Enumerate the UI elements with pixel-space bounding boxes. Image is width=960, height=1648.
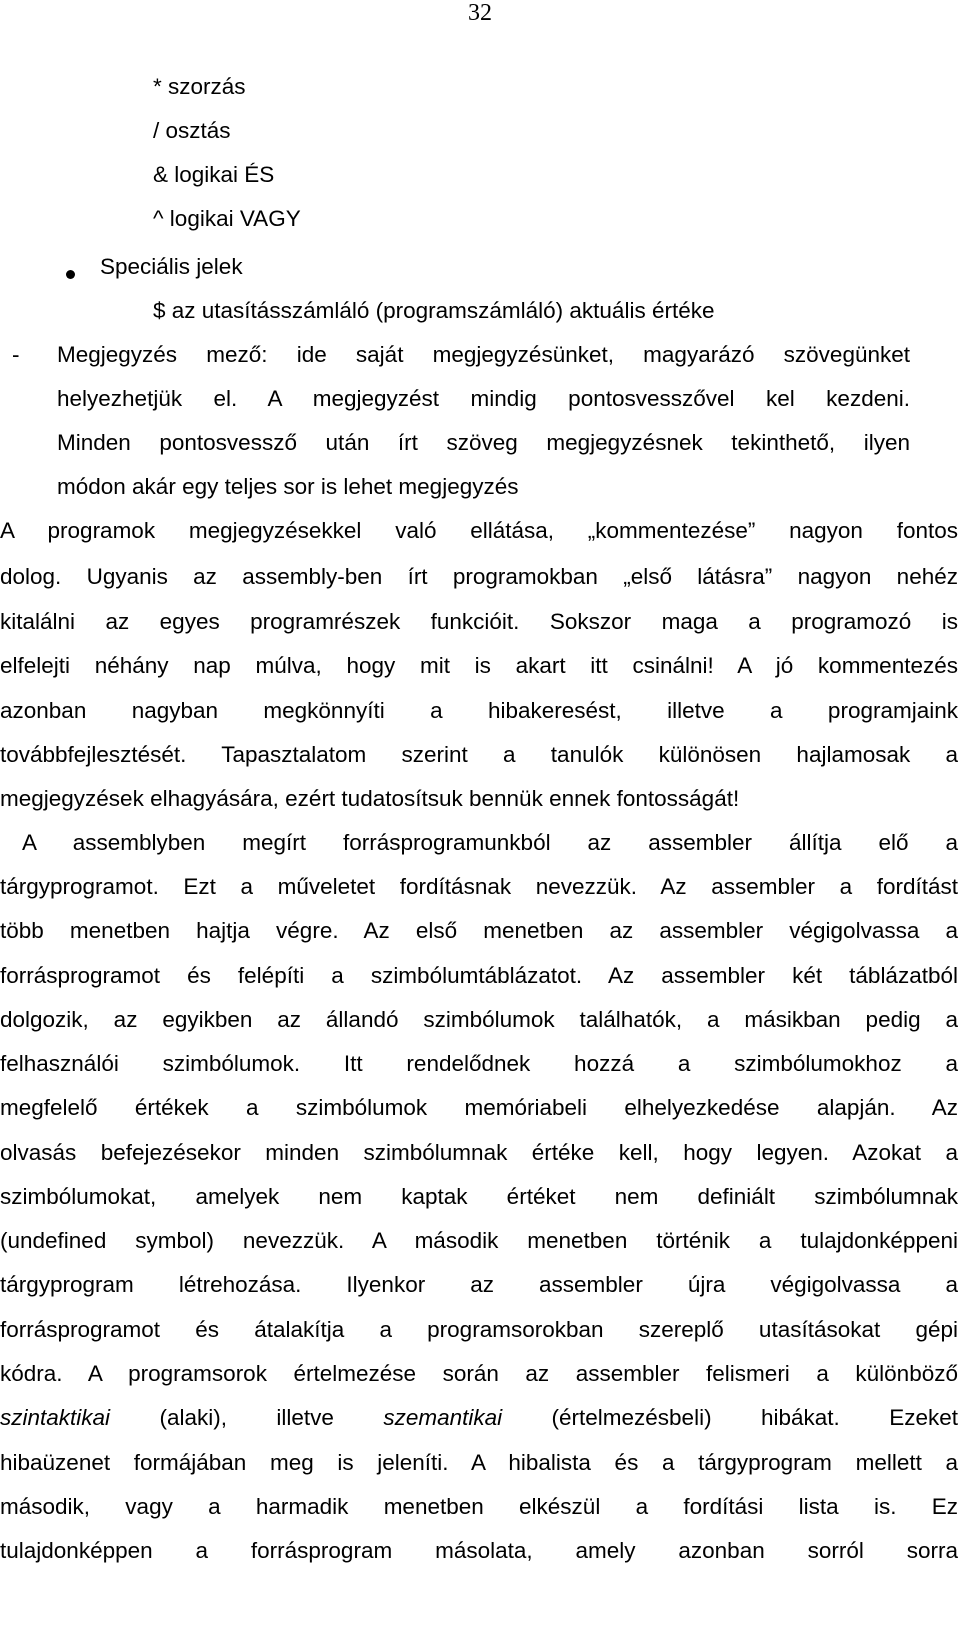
italic-term: szintaktikai	[0, 1405, 111, 1430]
text-line: megjegyzések elhagyására, ezért tudatosítsuk bennük ennek fontosságát!	[0, 786, 740, 811]
text-line: hibaüzenet formájában meg is jeleníti. A hibalista és a tárgyprogram mellett a	[0, 1450, 958, 1475]
dash-marker: -	[12, 342, 20, 367]
text-line: olvasás befejezésekor minden szimbólumnak értéke kell, hogy legyen. Azokat a	[0, 1140, 958, 1165]
list-item: & logikai ÉS	[153, 162, 275, 187]
text-line: kódra. A programsorok értelmezése során az assembler felismeri a különböző	[0, 1361, 958, 1386]
text-line: tárgyprogramot. Ezt a műveletet fordításnak nevezzük. Az assembler a fordítást	[0, 874, 958, 899]
italic-term: szemantikai	[383, 1405, 503, 1430]
text-line: módon akár egy teljes sor is lehet megjegyzés	[57, 474, 519, 499]
text-fragment: (alaki),	[159, 1405, 227, 1430]
text-line: tulajdonképpen a forrásprogram másolata, amely azonban sorról sorra	[0, 1538, 958, 1563]
text-line: A assemblyben megírt forrásprogramunkból az assembler állítja elő a	[22, 830, 958, 855]
text-line: azonban nagyban megkönnyíti a hibakeresést, illetve a programjaink	[0, 698, 958, 723]
text-line: tárgyprogram létrehozása. Ilyenkor az assembler újra végigolvassa a	[0, 1272, 958, 1297]
text-fragment: (értelmezésbeli)	[551, 1405, 712, 1430]
text-line: dolog. Ugyanis az assembly-ben írt programokban „első látásra” nagyon nehéz	[0, 564, 958, 589]
list-item: * szorzás	[153, 74, 246, 99]
bullet-icon	[66, 270, 75, 279]
text-line: A programok megjegyzésekkel való ellátása, „kommentezése” nagyon fontos	[0, 518, 958, 543]
page-number: 32	[468, 0, 492, 26]
text-line: felhasználói szimbólumok. Itt rendelődnek hozzá a szimbólumokhoz a	[0, 1051, 958, 1076]
text-line-with-italics	[0, 1403, 958, 1433]
text-line: elfelejti néhány nap múlva, hogy mit is akart itt csinálni! A jó kommentezés	[0, 653, 958, 678]
text-line: dolgozik, az egyikben az állandó szimbólumok találhatók, a másikban pedig a	[0, 1007, 958, 1032]
text-line: továbbfejlesztését. Tapasztalatom szerint a tanulók különösen hajlamosak a	[0, 742, 958, 767]
text-line: forrásprogramot és felépíti a szimbólumtáblázatot. Az assembler két táblázatból	[0, 963, 958, 988]
text-fragment: illetve	[276, 1405, 334, 1430]
text-fragment: hibákat.	[760, 1405, 840, 1430]
text-fragment: Ezeket	[889, 1405, 958, 1430]
list-item: $ az utasításszámláló (programszámláló) aktuális értéke	[153, 298, 715, 323]
text-line: több menetben hajtja végre. Az első menetben az assembler végigolvassa a	[0, 918, 958, 943]
text-line: forrásprogramot és átalakítja a programsorokban szereplő utasításokat gépi	[0, 1317, 958, 1342]
text-line: második, vagy a harmadik menetben elkészül a fordítási lista is. Ez	[0, 1494, 958, 1519]
list-item: / osztás	[153, 118, 231, 143]
list-item: ^ logikai VAGY	[153, 206, 301, 231]
text-line: helyezhetjük el. A megjegyzést mindig pontosvesszővel kel kezdeni.	[57, 386, 910, 411]
text-line: megfelelő értékek a szimbólumok memóriabeli elhelyezkedése alapján. Az	[0, 1095, 958, 1120]
text-line: Minden pontosvessző után írt szöveg megjegyzésnek tekinthető, ilyen	[57, 430, 910, 455]
text-line: Megjegyzés mező: ide saját megjegyzésünket, magyarázó szövegünket	[57, 342, 910, 367]
special-chars-heading: Speciális jelek	[100, 254, 243, 279]
text-line: kitalálni az egyes programrészek funkcióit. Sokszor maga a programozó is	[0, 609, 958, 634]
text-line: (undefined symbol) nevezzük. A második menetben történik a tulajdonképpeni	[0, 1228, 958, 1253]
text-line: szimbólumokat, amelyek nem kaptak értéket nem definiált szimbólumnak	[0, 1184, 958, 1209]
